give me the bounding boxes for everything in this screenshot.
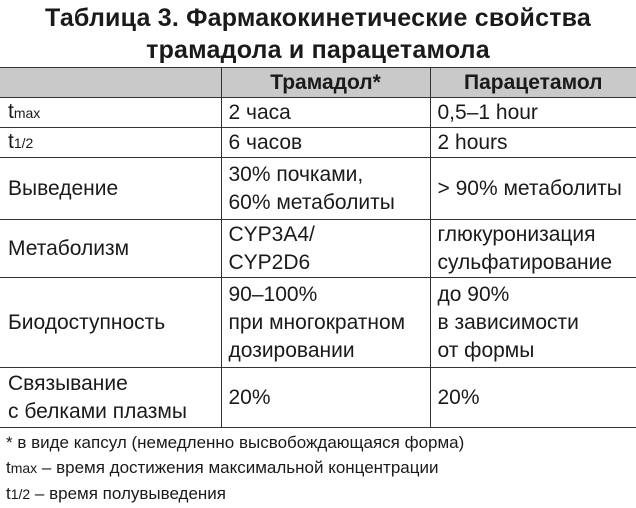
cell-line: CYP2D6 xyxy=(228,250,311,274)
footnote-capsule: * в виде капсул (немедленно высвобождающаяся форма) xyxy=(6,433,465,452)
table-row xyxy=(0,128,636,158)
footnote-subscript: max xyxy=(10,460,38,476)
cell-line: в зависимости xyxy=(437,310,579,334)
footnote-text: – время достижения максимальной концентрации xyxy=(37,458,439,477)
tramadol-cell: 20% xyxy=(221,368,430,428)
footnote-text: – время полувыведения xyxy=(30,484,227,503)
table-title-line-2: трамадола и парацетамола xyxy=(146,36,490,64)
paracetamol-cell: > 90% метаболиты xyxy=(430,158,636,220)
table-title xyxy=(0,2,636,66)
cell-line: глюкуронизация xyxy=(437,222,596,246)
footnote-symbol: t xyxy=(6,458,11,477)
tramadol-cell xyxy=(221,220,430,278)
cell-line: при многократном xyxy=(228,310,406,334)
cell-line: 60% метаболиты xyxy=(228,190,395,214)
param-subscript: max xyxy=(13,105,41,121)
param-cell xyxy=(0,128,221,158)
param-cell: Биодоступность xyxy=(0,278,221,368)
tramadol-cell xyxy=(221,158,430,220)
param-symbol: t xyxy=(8,130,14,153)
cell-line: от формы xyxy=(437,338,535,362)
param-cell: Выведение xyxy=(0,158,221,220)
param-symbol: t xyxy=(8,100,14,123)
footnote-thalf xyxy=(6,481,636,507)
pharmacokinetics-table xyxy=(0,67,636,428)
paracetamol-cell: 20% xyxy=(430,368,636,428)
cell-line: до 90% xyxy=(437,282,510,306)
header-cell-paracetamol: Парацетамол xyxy=(430,68,636,98)
table-row xyxy=(0,98,636,128)
cell-line: дозировании xyxy=(228,338,355,362)
param-subscript: 1/2 xyxy=(13,135,34,151)
paracetamol-cell xyxy=(430,278,636,368)
param-cell: Метаболизм xyxy=(0,220,221,278)
table-row xyxy=(0,158,636,220)
tramadol-cell: 2 часа xyxy=(221,98,430,128)
footnotes xyxy=(6,430,636,507)
table-row xyxy=(0,368,636,428)
header-cell-parameter xyxy=(0,68,221,98)
table-row xyxy=(0,220,636,278)
param-cell xyxy=(0,368,221,428)
paracetamol-cell: 0,5–1 hour xyxy=(430,98,636,128)
tramadol-cell: 6 часов xyxy=(221,128,430,158)
paracetamol-cell: 2 hours xyxy=(430,128,636,158)
tramadol-cell xyxy=(221,278,430,368)
cell-line: с белками плазмы xyxy=(8,399,187,423)
header-cell-tramadol: Трамадол* xyxy=(221,68,430,98)
footnote-symbol: t xyxy=(6,484,11,503)
table-row xyxy=(0,278,636,368)
cell-line: сульфатирование xyxy=(437,250,613,274)
param-cell xyxy=(0,98,221,128)
footnote-tmax xyxy=(6,455,636,481)
paracetamol-cell xyxy=(430,220,636,278)
footnote-subscript: 1/2 xyxy=(10,486,31,502)
table-header-row xyxy=(0,68,636,98)
cell-line: 90–100% xyxy=(228,282,318,306)
cell-line: Связывание xyxy=(8,371,128,395)
cell-line: 30% почками, xyxy=(228,162,364,186)
table-title-line-1: Таблица 3. Фармакокинетические свойства xyxy=(44,4,591,32)
cell-line: CYP3A4/ xyxy=(228,222,315,246)
